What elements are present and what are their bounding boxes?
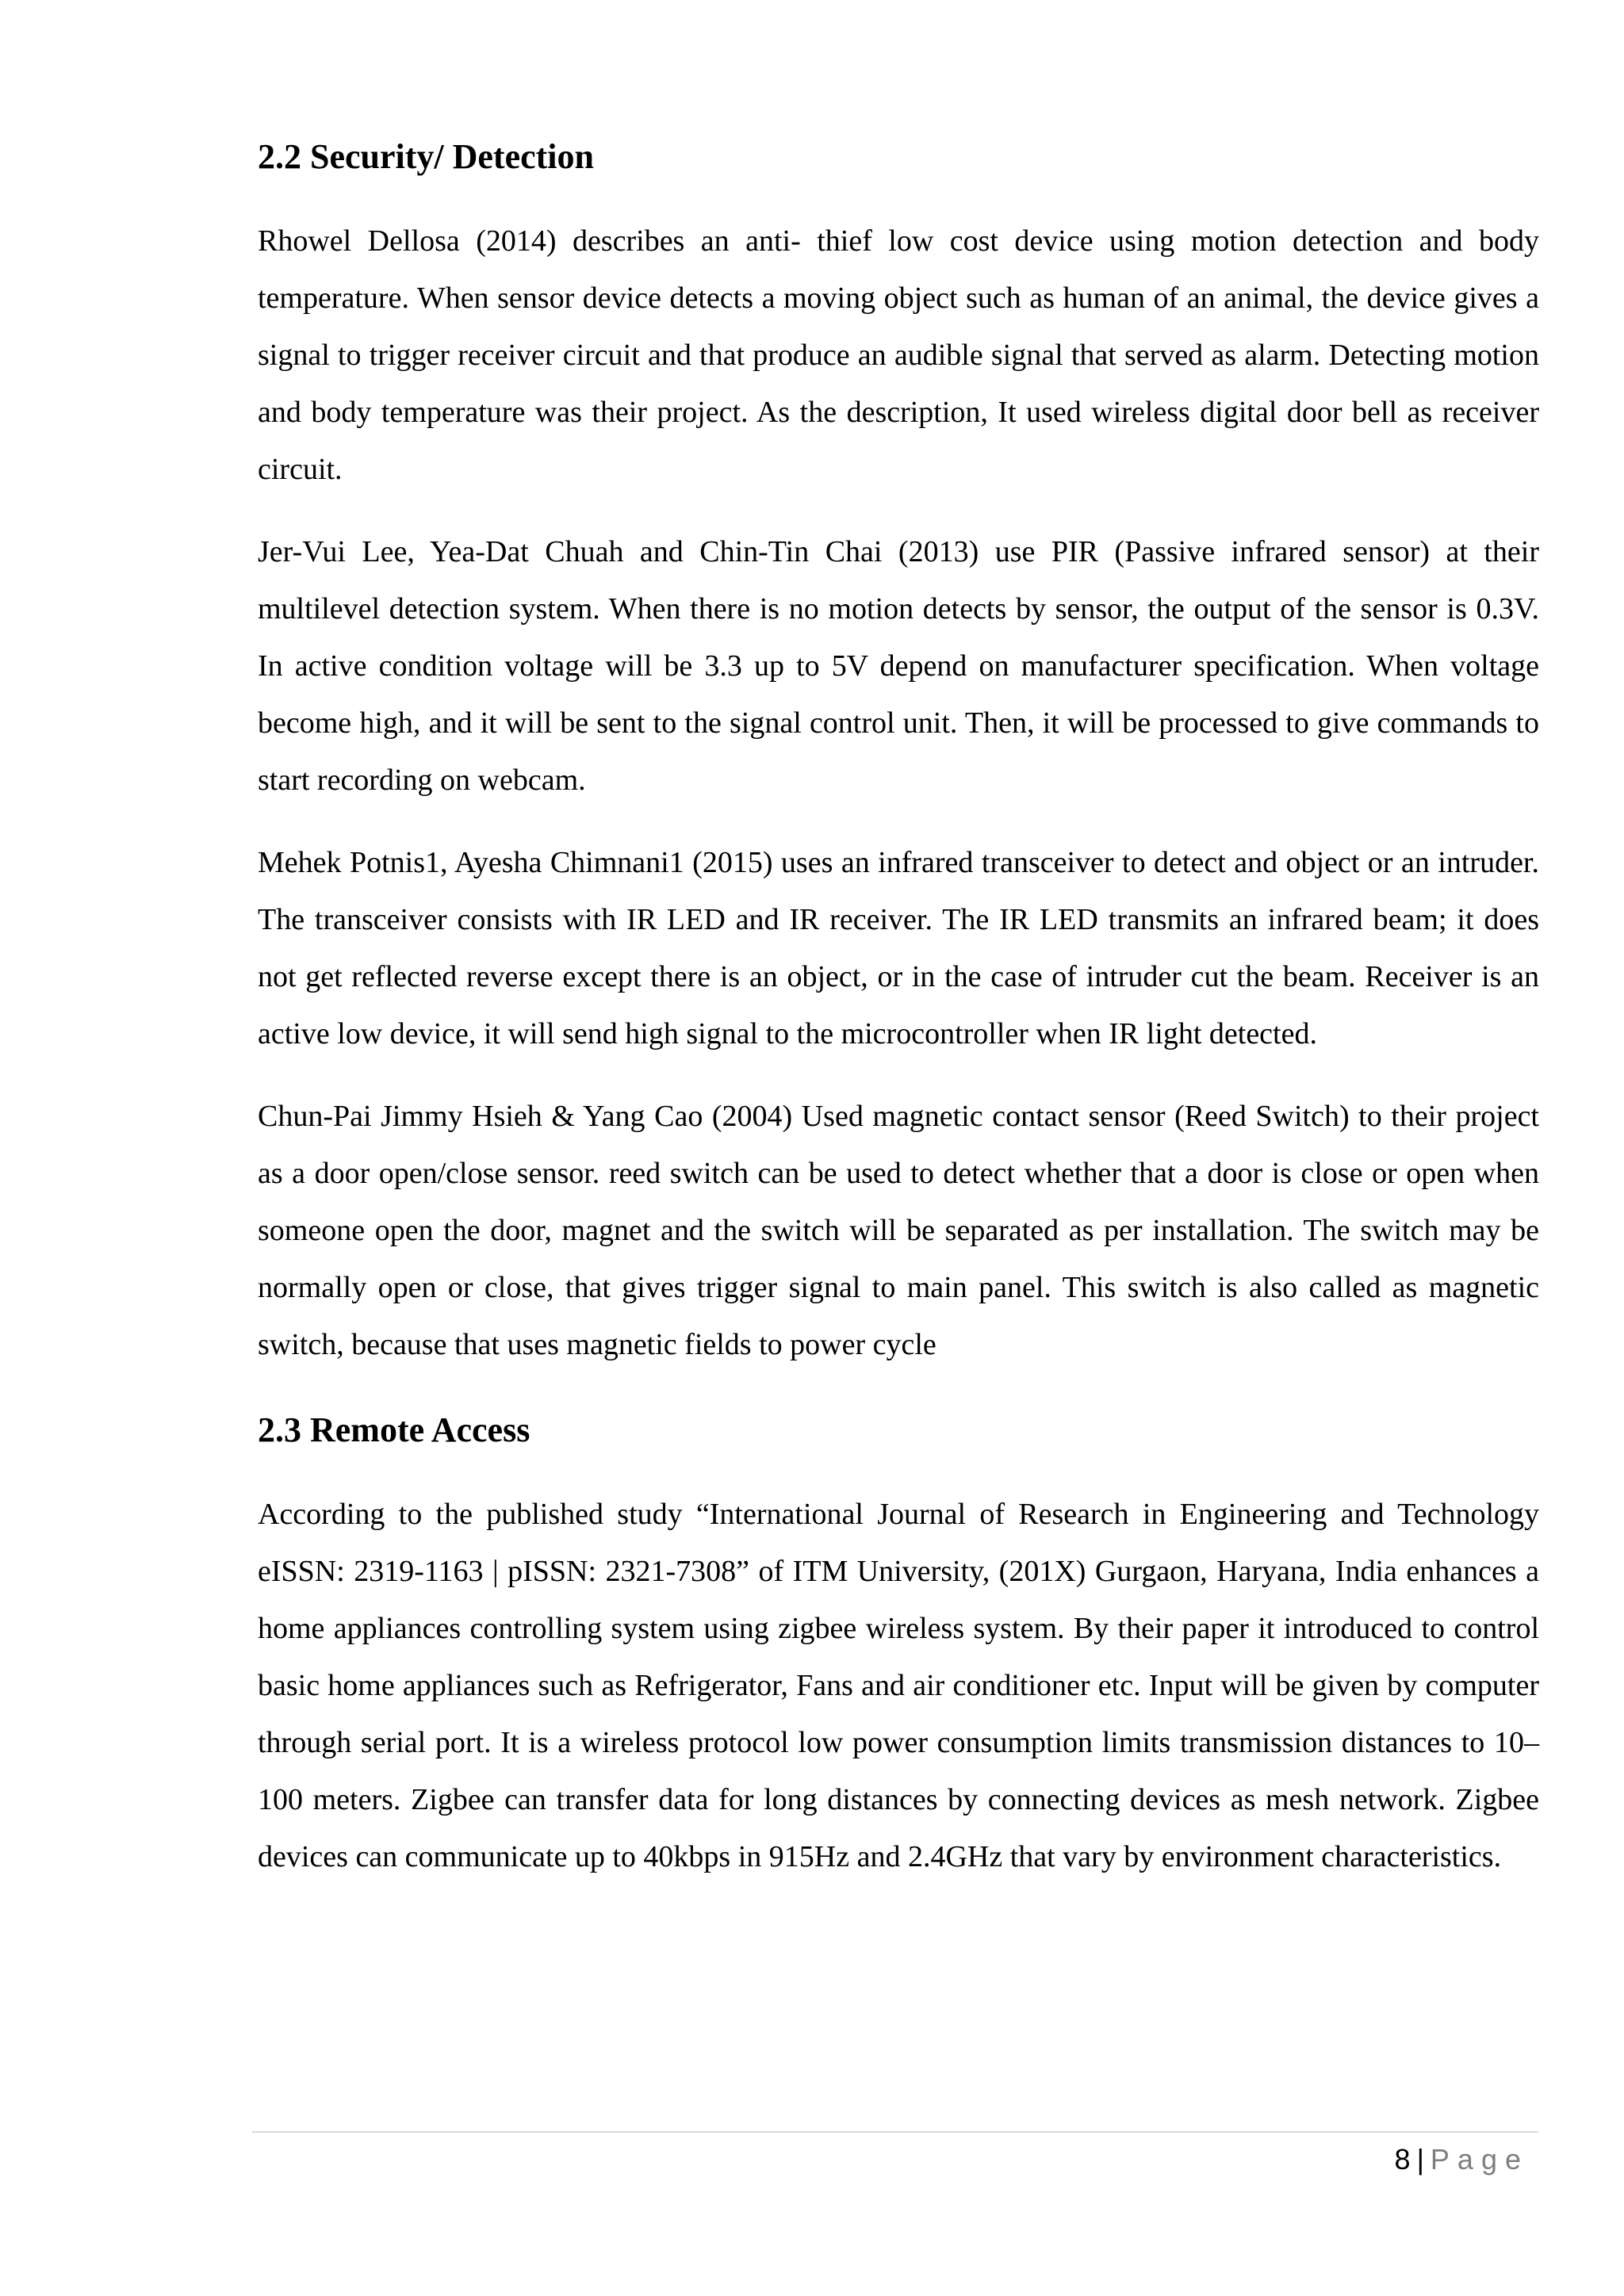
- section-heading-remote-access: 2.3 Remote Access: [258, 1410, 530, 1449]
- footer-divider: [252, 2131, 1538, 2133]
- page-content: [258, 135, 1539, 1911]
- paragraph-lee-chuah-chai: Jer-Vui Lee, Yea-Dat Chuah and Chin-Tin Chai (2013) use PIR (Passive infrared sensor) at their multilevel detection system. When there is no motion detects by sensor, the output of the sensor is 0.3V. In active condition voltage will be 3.3 up to 5V depend on manufacturer specification. When voltage become high, and it will be sent to the signal control unit. Then, it will be processed to give commands to start recording on webcam.: [258, 535, 1539, 797]
- paragraph-hsieh-cao: Chun-Pai Jimmy Hsieh & Yang Cao (2004) Used magnetic contact sensor (Reed Switch) to their project as a door open/close sensor. reed switch can be used to detect whether that a door is close or open when someone open the door, magnet and the switch will be separated as per installation. The switch may be normally open or close, that gives trigger signal to main panel. This switch is also called as magnetic switch, because that uses magnetic fields to power cycle: [258, 1100, 1539, 1361]
- page-number: 8: [1394, 2143, 1411, 2175]
- paragraph-potnis-chimnani: Mehek Potnis1, Ayesha Chimnani1 (2015) uses an infrared transceiver to detect and object or an intruder. The transceiver consists with IR LED and IR receiver. The IR LED transmits an infrared beam; it does not get reflected reverse except there is an object, or in the case of intruder cut the beam. Receiver is an active low device, it will send high signal to the microcontroller when IR light detected.: [258, 846, 1539, 1050]
- paragraph-dellosa: Rhowel Dellosa (2014) describes an anti- thief low cost device using motion detection and body temperature. When sensor device detects a moving object such as human of an animal, the device gives a signal to trigger receiver circuit and that produce an audible signal that served as alarm. Detecting motion and body temperature was their project. As the description, It used wireless digital door bell as receiver circuit.: [258, 224, 1539, 486]
- footer-separator: |: [1416, 2143, 1424, 2175]
- section-heading-security-detection: 2.2 Security/ Detection: [258, 137, 594, 176]
- page-footer: [1395, 2142, 1529, 2177]
- page-label: Page: [1430, 2143, 1529, 2175]
- paragraph-itm-zigbee: According to the published study “International Journal of Research in Engineering and Technology eISSN: 2319-1163 | pISSN: 2321-7308” of ITM University, (201X) Gurgaon, Haryana, India enhances a home appliances controlling system using zigbee wireless system. By their paper it introduced to control basic home appliances such as Refrigerator, Fans and air conditioner etc. Input will be given by computer through serial port. It is a wireless protocol low power consumption limits transmission distances to 10–100 meters. Zigbee can transfer data for long distances by connecting devices as mesh network. Zigbee devices can communicate up to 40kbps in 915Hz and 2.4GHz that vary by environment characteristics.: [258, 1498, 1539, 1873]
